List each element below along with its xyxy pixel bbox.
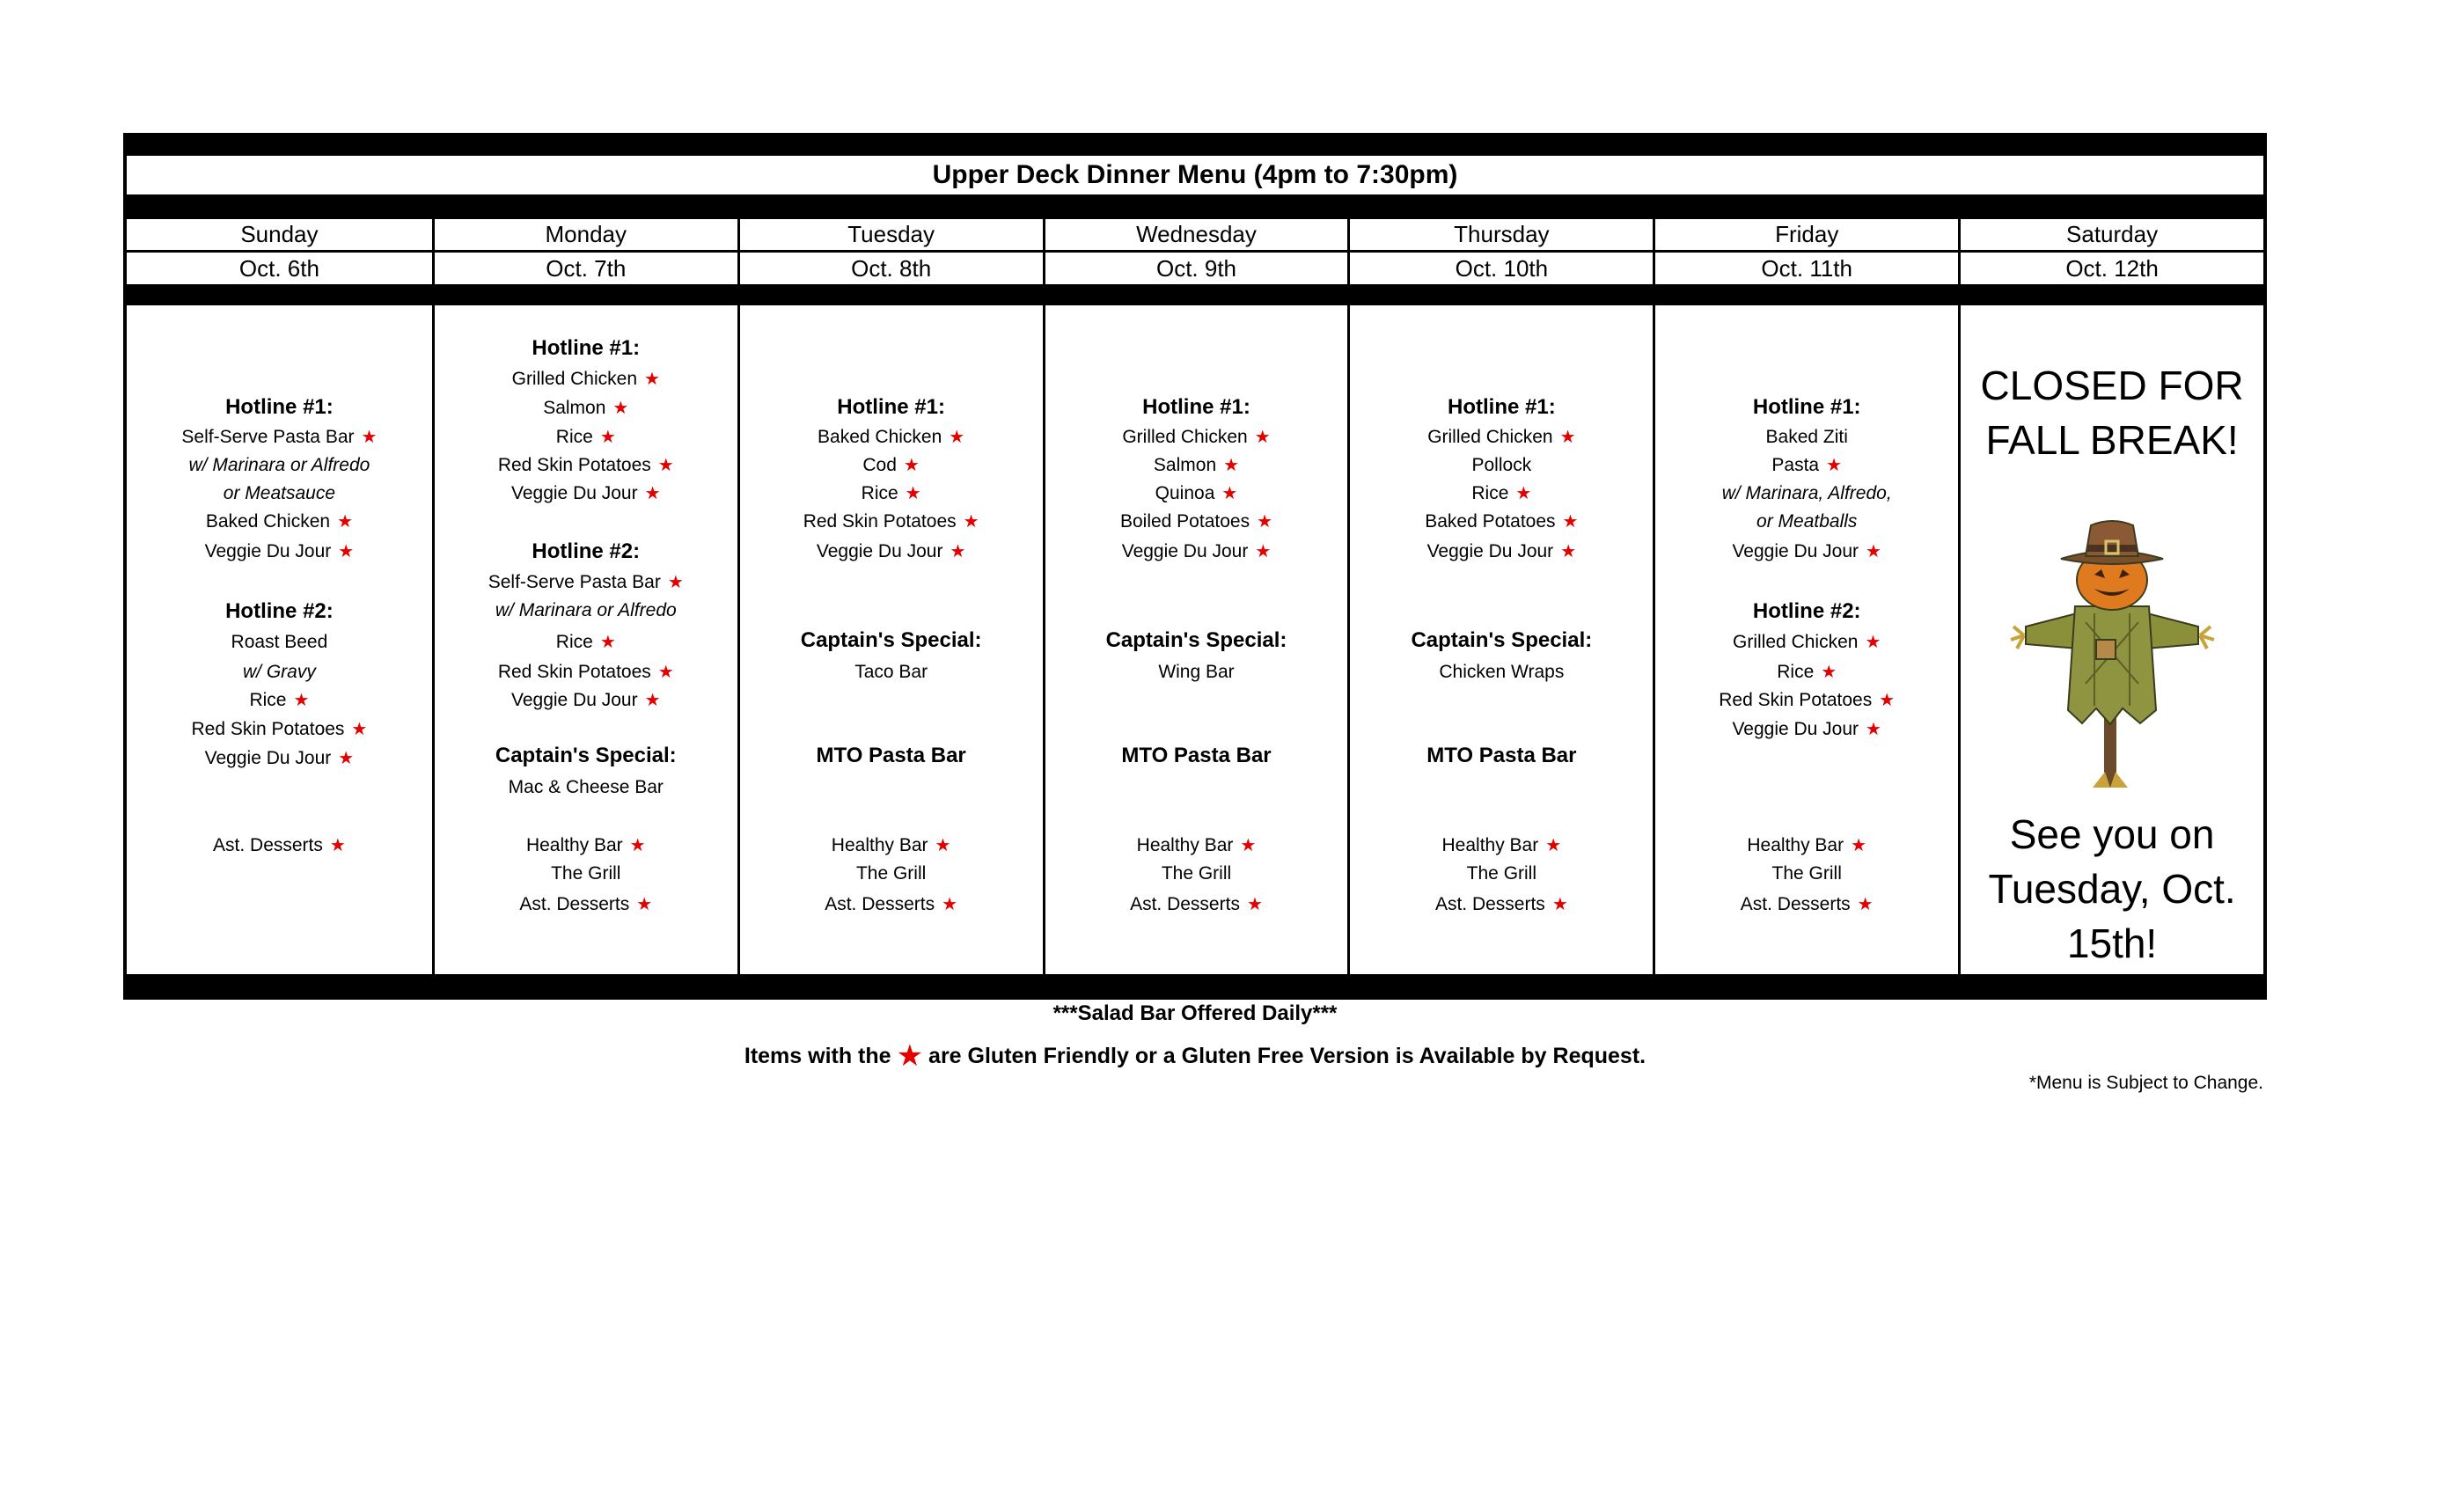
gluten-star-icon: ★	[949, 428, 965, 447]
menu-item: Roast Beed	[231, 632, 328, 652]
menu-item-note: or Meatsauce	[223, 483, 336, 503]
gluten-star-icon: ★	[1560, 542, 1577, 561]
hotline-heading: Hotline #1:	[1142, 395, 1250, 419]
menu-item: Red Skin Potatoes ★	[497, 662, 674, 682]
menu-item: Rice ★	[861, 483, 921, 503]
date-tuesday: Oct. 8th	[737, 253, 1043, 284]
menu-item: Veggie Du Jour ★	[1426, 541, 1577, 561]
gluten-star-icon: ★	[963, 512, 979, 532]
menu-item: Ast. Desserts ★	[1740, 894, 1874, 914]
gluten-star-icon: ★	[1223, 456, 1240, 475]
menu-item: Wing Bar	[1158, 662, 1235, 682]
bottom-border-bar	[123, 974, 2267, 1000]
menu-item: Rice ★	[1471, 483, 1532, 503]
menu-item: Rice ★	[1777, 662, 1837, 682]
menu-item: Veggie Du Jour ★	[1732, 541, 1881, 561]
menu-item: The Grill	[551, 863, 621, 884]
menu-item: Salmon ★	[1153, 455, 1240, 475]
gluten-star-icon: ★	[338, 542, 355, 561]
menu-item: Baked Ziti	[1765, 427, 1848, 447]
menu-item: Rice ★	[249, 690, 310, 710]
menu-item-note: w/ Gravy	[243, 662, 316, 682]
day-thursday: Thursday	[1347, 219, 1653, 250]
menu-item: Grilled Chicken ★	[1733, 632, 1881, 652]
gluten-star-icon: ★	[903, 456, 920, 475]
gluten-star-icon: ★	[351, 720, 368, 739]
gluten-star-icon: ★	[1515, 484, 1532, 503]
divider-bar	[123, 284, 2267, 305]
top-border-bar	[123, 133, 2267, 156]
gluten-star-icon: ★	[361, 428, 378, 447]
hotline-heading: Hotline #1:	[225, 395, 334, 419]
gluten-star-icon: ★	[644, 691, 661, 710]
date-wednesday: Oct. 9th	[1043, 253, 1348, 284]
gluten-star-icon: ★	[293, 691, 310, 710]
gluten-star-icon: ★	[1240, 836, 1257, 855]
gluten-star-icon: ★	[942, 895, 958, 914]
gluten-star-icon: ★	[1257, 512, 1273, 532]
menu-item: Quinoa ★	[1155, 483, 1238, 503]
menu-item: Taco Bar	[854, 662, 928, 682]
menu-item: Healthy Bar ★	[1136, 835, 1257, 855]
day-saturday: Saturday	[1958, 219, 2263, 250]
menu-item: Healthy Bar ★	[1747, 835, 1867, 855]
gluten-star-icon: ★	[657, 663, 674, 682]
gluten-star-icon: ★	[1866, 542, 1881, 561]
captains-special-heading: Captain's Special:	[800, 628, 982, 652]
menu-item: Pollock	[1471, 455, 1532, 475]
hotline-heading: Hotline #2:	[225, 599, 334, 623]
gluten-star-icon: ★	[612, 399, 629, 418]
gluten-star-icon: ★	[338, 749, 355, 768]
captains-special-heading: Captain's Special:	[1411, 628, 1593, 652]
menu-item-note: or Meatballs	[1756, 511, 1858, 532]
menu-item: Red Skin Potatoes ★	[803, 511, 979, 532]
gluten-star-icon: ★	[644, 484, 661, 503]
column-wednesday	[1043, 305, 1348, 974]
menu-item-note: w/ Marinara, Alfredo,	[1721, 483, 1892, 503]
gluten-star-icon: ★	[1851, 836, 1867, 855]
hotline-heading: Hotline #1:	[1752, 395, 1861, 419]
day-friday: Friday	[1653, 219, 1958, 250]
mto-pasta-heading: MTO Pasta Bar	[1121, 744, 1272, 767]
menu-item: Rice ★	[555, 427, 616, 447]
menu-item: Pasta ★	[1771, 455, 1843, 475]
menu-item: Grilled Chicken ★	[1427, 427, 1576, 447]
gluten-star-icon: ★	[337, 512, 354, 532]
column-saturday	[1958, 305, 2263, 974]
menu-item: Mac & Cheese Bar	[508, 777, 664, 797]
mto-pasta-heading: MTO Pasta Bar	[816, 744, 966, 767]
menu-item: Red Skin Potatoes ★	[191, 719, 368, 739]
menu-item: Ast. Desserts ★	[1130, 894, 1263, 914]
date-friday: Oct. 11th	[1653, 253, 1958, 284]
gluten-star-icon: ★	[329, 836, 346, 855]
menu-item: Veggie Du Jour ★	[1732, 719, 1881, 739]
menu-item: Salmon ★	[543, 398, 629, 418]
hotline-heading: Hotline #1:	[532, 336, 641, 360]
gluten-star-icon: ★	[1559, 428, 1576, 447]
mto-pasta-heading: MTO Pasta Bar	[1426, 744, 1577, 767]
hotline-heading: Hotline #1:	[1448, 395, 1556, 419]
menu-item: Healthy Bar ★	[831, 835, 951, 855]
salad-bar-note: ***Salad Bar Offered Daily***	[1052, 1001, 1338, 1025]
date-saturday: Oct. 12th	[1958, 253, 2263, 284]
menu-item: Baked Chicken ★	[205, 511, 354, 532]
day-header-row	[123, 219, 2267, 253]
menu-item: Baked Chicken ★	[818, 427, 965, 447]
gluten-star-icon: ★	[629, 836, 646, 855]
menu-item: Veggie Du Jour ★	[204, 748, 355, 768]
gluten-star-icon: ★	[599, 428, 616, 447]
menu-item: The Grill	[1466, 863, 1537, 884]
date-thursday: Oct. 10th	[1347, 253, 1653, 284]
menu-body	[123, 305, 2267, 974]
menu-item: Veggie Du Jour ★	[511, 483, 661, 503]
menu-item: Cod ★	[862, 455, 920, 475]
gluten-star-icon: ★	[935, 836, 951, 855]
menu-item: Ast. Desserts ★	[213, 835, 346, 855]
column-thursday	[1347, 305, 1653, 974]
menu-item: Healthy Bar ★	[525, 835, 646, 855]
menu-item: Veggie Du Jour ★	[1121, 541, 1272, 561]
column-sunday	[127, 305, 432, 974]
captains-special-heading: Captain's Special:	[495, 744, 677, 767]
gluten-star-icon: ★	[1551, 895, 1568, 914]
menu-item: Boiled Potatoes ★	[1119, 511, 1273, 532]
gluten-star-icon: ★	[1545, 836, 1562, 855]
captains-special-heading: Captain's Special:	[1105, 628, 1287, 652]
gluten-legend: Items with the ★ are Gluten Friendly or a Gluten Free Version is Available by Request.	[744, 1039, 1646, 1073]
gluten-star-icon: ★	[657, 456, 674, 475]
gluten-star-icon: ★	[1865, 633, 1881, 652]
gluten-star-icon: ★	[1255, 542, 1272, 561]
gluten-star-icon: ★	[644, 370, 660, 389]
gluten-star-icon: ★	[1821, 663, 1837, 682]
hotline-heading: Hotline #2:	[1752, 599, 1861, 623]
divider-bar	[123, 194, 2267, 219]
gluten-star-icon: ★	[1879, 691, 1896, 710]
menu-item: Healthy Bar ★	[1441, 835, 1562, 855]
day-monday: Monday	[432, 219, 737, 250]
menu-item: Veggie Du Jour ★	[511, 690, 661, 710]
menu-item: Chicken Wraps	[1439, 662, 1565, 682]
gluten-star-icon: ★	[950, 542, 966, 561]
menu-item: Red Skin Potatoes ★	[1719, 690, 1896, 710]
return-notice: See you on Tuesday, Oct. 15th!	[1988, 811, 2236, 966]
gluten-star-icon: ★	[896, 1039, 924, 1073]
menu-item: Self-Serve Pasta Bar ★	[181, 427, 378, 447]
menu-item: Grilled Chicken ★	[1122, 427, 1271, 447]
date-sunday: Oct. 6th	[238, 254, 319, 282]
menu-item: The Grill	[1771, 863, 1842, 884]
menu-item: Red Skin Potatoes ★	[497, 455, 674, 475]
menu-item: The Grill	[1161, 863, 1232, 884]
hotline-heading: Hotline #1:	[837, 395, 945, 419]
menu-item-note: w/ Marinara or Alfredo	[188, 455, 370, 475]
gluten-star-icon: ★	[636, 895, 653, 914]
menu-item: Grilled Chicken ★	[511, 369, 660, 389]
gluten-star-icon: ★	[1562, 512, 1579, 532]
gluten-star-icon: ★	[1221, 484, 1238, 503]
menu-item: Ast. Desserts ★	[519, 894, 653, 914]
menu-item: Ast. Desserts ★	[825, 894, 958, 914]
column-tuesday	[737, 305, 1043, 974]
menu-item: Veggie Du Jour ★	[816, 541, 966, 561]
menu-item: The Grill	[855, 863, 927, 884]
column-monday	[432, 305, 737, 974]
date-monday: Oct. 7th	[432, 253, 737, 284]
menu-item: Veggie Du Jour ★	[204, 541, 355, 561]
gluten-star-icon: ★	[1246, 895, 1263, 914]
gluten-star-icon: ★	[667, 573, 684, 592]
column-friday	[1653, 305, 1958, 974]
hotline-heading: Hotline #2:	[532, 539, 641, 563]
menu-item-note: w/ Marinara or Alfredo	[495, 600, 677, 620]
gluten-star-icon: ★	[1826, 456, 1843, 475]
closed-notice: CLOSED FOR FALL BREAK!	[1980, 363, 2244, 463]
menu-table	[123, 133, 2267, 1000]
menu-item: Ast. Desserts ★	[1434, 894, 1568, 914]
day-wednesday: Wednesday	[1043, 219, 1348, 250]
gluten-star-icon: ★	[599, 633, 616, 652]
scarecrow-icon	[2006, 508, 2218, 798]
subject-to-change-note: *Menu is Subject to Change.	[2028, 1073, 2263, 1093]
menu-item: Rice ★	[555, 632, 616, 652]
menu-item: Self-Serve Pasta Bar ★	[488, 572, 684, 592]
day-tuesday: Tuesday	[737, 219, 1043, 250]
menu-title: Upper Deck Dinner Menu (4pm to 7:30pm)	[123, 156, 2267, 194]
gluten-star-icon: ★	[905, 484, 921, 503]
gluten-star-icon: ★	[1254, 428, 1271, 447]
date-header-row	[123, 253, 2267, 284]
gluten-star-icon: ★	[1857, 895, 1874, 914]
menu-item: Baked Potatoes ★	[1425, 511, 1579, 532]
day-sunday: Sunday	[240, 221, 319, 247]
gluten-star-icon: ★	[1866, 720, 1881, 739]
